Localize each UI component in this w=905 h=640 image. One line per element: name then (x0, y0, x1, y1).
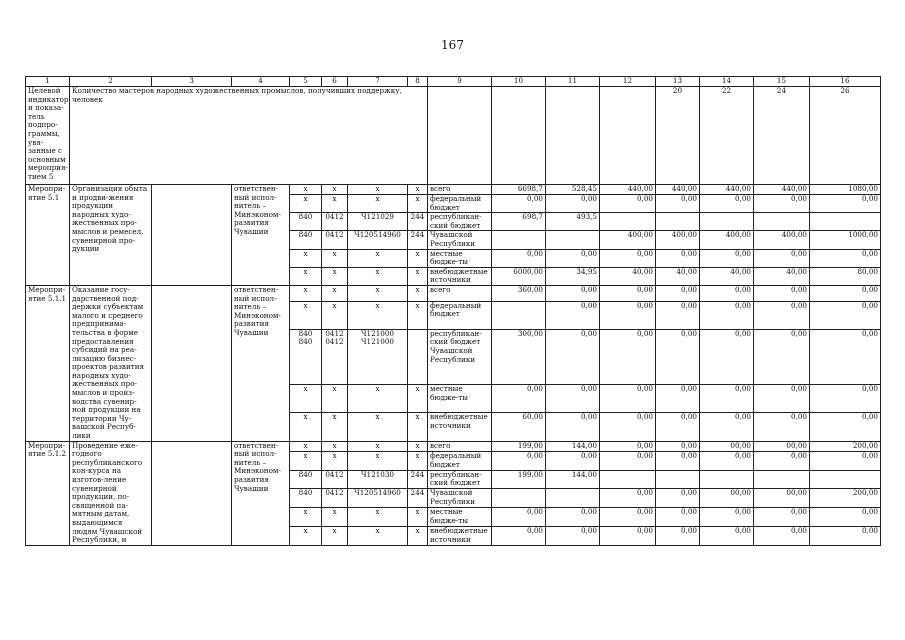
amount-cell: 0,00 (546, 195, 600, 213)
amount-cell: 0,00 (600, 285, 656, 301)
header-row (26, 77, 881, 87)
amount-cell (656, 470, 700, 489)
col-header: 5 (290, 77, 322, 87)
target-article-code: x (348, 267, 408, 285)
amount-cell: 0,00 (700, 413, 754, 441)
table-row (26, 441, 881, 451)
funding-source: внебюджетные источники (428, 526, 492, 545)
amount-cell (492, 301, 546, 329)
amount-cell: 0,00 (492, 526, 546, 545)
amount-cell: 0,00 (600, 489, 656, 508)
empty-cell (152, 441, 232, 545)
amount-cell: 0,00 (810, 285, 881, 301)
table-row (26, 185, 881, 195)
amount-cell: 493,5 (546, 213, 600, 231)
amount-cell: 0,00 (656, 489, 700, 508)
amount-cell: 0,00 (700, 329, 754, 384)
target-article-code: x (348, 526, 408, 545)
amount-cell: 0,00 (600, 451, 656, 470)
expense-type-code: x (408, 441, 428, 451)
amount-cell: 360,00 (492, 285, 546, 301)
amount-cell: 0,00 (546, 526, 600, 545)
section-code: x (322, 195, 348, 213)
amount-cell: 0,00 (656, 249, 700, 267)
expense-type-code: x (408, 285, 428, 301)
amount-cell: 0,00 (546, 413, 600, 441)
amount-cell: 34,95 (546, 267, 600, 285)
amount-cell (546, 231, 600, 249)
funding-source: внебюджетные источники (428, 267, 492, 285)
expense-type-code: x (408, 384, 428, 412)
col-header: 8 (408, 77, 428, 87)
amount-cell: 0,00 (546, 384, 600, 412)
measure-description: Оказание госу-дарственной под-держки субъектам малого и среднего предпринима-тельства в форме предоставления субсидий на реа-лизацию бизнес-проектов развития народных худо-жественных про-мыслов и произ-водства сувенир-ной продукции на территории Чу-вашской Респуб-лики (70, 285, 152, 441)
amount-cell: 0,00 (810, 451, 881, 470)
grbs-code: x (290, 301, 322, 329)
section-code: x (322, 451, 348, 470)
amount-cell (546, 489, 600, 508)
col-header: 2 (70, 77, 152, 87)
col-header: 16 (810, 77, 881, 87)
funding-source: республикан-ский бюджет Чувашской Республики (428, 329, 492, 384)
section-code: x (322, 508, 348, 527)
measure-label: Меропри-ятие 5.1 (26, 185, 70, 286)
amount-cell: 200,00 (810, 441, 881, 451)
funding-source: Чувашской Республики (428, 489, 492, 508)
expense-type-code: x (408, 508, 428, 527)
amount-cell (754, 213, 810, 231)
section-code: x (322, 526, 348, 545)
expense-type-code (408, 329, 428, 384)
col-header: 13 (656, 77, 700, 87)
amount-cell: 0,00 (700, 249, 754, 267)
target-article-code: x (348, 451, 408, 470)
expense-type-code: x (408, 301, 428, 329)
amount-cell: 6000,00 (492, 267, 546, 285)
amount-cell: 698,7 (492, 213, 546, 231)
funding-source: Чувашской Республики (428, 231, 492, 249)
amount-cell (810, 470, 881, 489)
amount-cell: 40,00 (600, 267, 656, 285)
grbs-code: x (290, 195, 322, 213)
measure-description: Проведение еже-годного республиканского кон-курса на изготов-ление сувенирной продукции, по-священной па-мятным датам, выдающимся людям Чувашской Республики, и (70, 441, 152, 545)
grbs-code: 840 (290, 231, 322, 249)
expense-type-code: x (408, 185, 428, 195)
amount-cell: 400,00 (754, 231, 810, 249)
amount-cell: 80,00 (810, 267, 881, 285)
expense-type-code: x (408, 267, 428, 285)
col-header: 14 (700, 77, 754, 87)
amount-cell: 440,00 (754, 185, 810, 195)
amount-cell: 400,00 (656, 231, 700, 249)
col-header: 11 (546, 77, 600, 87)
responsible-executor: ответствен-ный испол-нитель – Минэконом-развития Чувашии (232, 185, 290, 286)
amount-cell: 0,00 (600, 384, 656, 412)
funding-source: всего (428, 441, 492, 451)
grbs-code: x (290, 451, 322, 470)
funding-source: республикан-ский бюджет (428, 213, 492, 231)
amount-cell: 0,00 (700, 195, 754, 213)
grbs-code: x (290, 384, 322, 412)
funding-source: всего (428, 185, 492, 195)
amount-cell (700, 470, 754, 489)
amount-cell: 0,00 (656, 413, 700, 441)
amount-cell: 0,00 (600, 526, 656, 545)
target-article-code: x (348, 301, 408, 329)
amount-cell: 0,00 (546, 249, 600, 267)
col-header: 12 (600, 77, 656, 87)
indicator-value: 24 (754, 87, 810, 185)
grbs-code: x (290, 267, 322, 285)
expense-type-code: x (408, 451, 428, 470)
amount-cell (656, 213, 700, 231)
amount-cell: 0,00 (754, 413, 810, 441)
section-code: 0412 (322, 470, 348, 489)
target-article-code: Ч120514960 (348, 489, 408, 508)
amount-cell: 0,00 (656, 441, 700, 451)
funding-source: местные бюдже-ты (428, 249, 492, 267)
amount-cell: 1080,00 (810, 185, 881, 195)
amount-cell: 400,00 (700, 231, 754, 249)
amount-cell: 0,00 (810, 329, 881, 384)
section-code: x (322, 267, 348, 285)
grbs-code: x (290, 185, 322, 195)
amount-cell: 0,00 (656, 195, 700, 213)
section-code: x (322, 301, 348, 329)
amount-cell: 0,00 (754, 526, 810, 545)
amount-cell: 0,00 (810, 384, 881, 412)
amount-cell: 0,00 (700, 301, 754, 329)
section-code: 0412 (322, 213, 348, 231)
section-code: x (322, 441, 348, 451)
amount-cell: 199,00 (492, 470, 546, 489)
target-article-code: x (348, 413, 408, 441)
target-article-code: x (348, 285, 408, 301)
amount-cell: 0,00 (700, 508, 754, 527)
grbs-code: x (290, 508, 322, 527)
amount-cell: 144,00 (546, 441, 600, 451)
target-article-code: x (348, 384, 408, 412)
amount-cell: 0,00 (754, 451, 810, 470)
amount-cell (492, 231, 546, 249)
amount-cell: 0,00 (600, 249, 656, 267)
amount-cell: 0,00 (656, 329, 700, 384)
program-table (25, 76, 881, 546)
amount-cell: 0,00 (754, 508, 810, 527)
amount-cell: 0,00 (810, 413, 881, 441)
amount-cell (492, 489, 546, 508)
grbs-code: x (290, 526, 322, 545)
col-header: 7 (348, 77, 408, 87)
empty-cell (600, 87, 656, 185)
amount-cell: 400,00 (600, 231, 656, 249)
amount-cell: 0,00 (700, 285, 754, 301)
indicator-text: Количество мастеров народных художественных промыслов, получивших поддержку, человек (70, 87, 428, 185)
target-article-code: Ч120514960 (348, 231, 408, 249)
amount-cell: 60,00 (492, 413, 546, 441)
col-header: 6 (322, 77, 348, 87)
amount-cell: 199,00 (492, 441, 546, 451)
amount-cell: 0,00 (600, 441, 656, 451)
funding-source: федеральный бюджет (428, 301, 492, 329)
expense-type-code: x (408, 526, 428, 545)
amount-cell: 0,00 (492, 249, 546, 267)
grbs-code: x (290, 413, 322, 441)
responsible-executor: ответствен-ный испол-нитель – Минэконом-развития Чувашии (232, 441, 290, 545)
grbs-code: 840 (290, 470, 322, 489)
amount-cell: 440,00 (656, 185, 700, 195)
col-header: 9 (428, 77, 492, 87)
expense-type-code: x (408, 413, 428, 441)
col-header: 1 (26, 77, 70, 87)
target-article-code: Ч121029 (348, 213, 408, 231)
amount-cell: 0,00 (754, 195, 810, 213)
amount-cell: 0,00 (600, 301, 656, 329)
expense-type-code: 244 (408, 231, 428, 249)
empty-cell (152, 185, 232, 286)
funding-source: федеральный бюджет (428, 451, 492, 470)
amount-cell (600, 213, 656, 231)
grbs-code: 840 (290, 489, 322, 508)
indicator-value: 22 (700, 87, 754, 185)
measure-label: Меропри-ятие 5.1.1 (26, 285, 70, 441)
amount-cell: 0,00 (656, 526, 700, 545)
target-article-code: x (348, 195, 408, 213)
amount-cell: 0,00 (546, 301, 600, 329)
amount-cell: 0,00 (700, 384, 754, 412)
grbs-code: x (290, 285, 322, 301)
funding-source: местные бюдже-ты (428, 384, 492, 412)
funding-source: местные бюдже-ты (428, 508, 492, 527)
expense-type-code: 244 (408, 213, 428, 231)
amount-cell: 0,00 (600, 413, 656, 441)
section-code: x (322, 185, 348, 195)
col-header: 10 (492, 77, 546, 87)
amount-cell: 0,00 (546, 508, 600, 527)
section-code: x (322, 249, 348, 267)
target-article-code: x (348, 441, 408, 451)
expense-type-code: x (408, 249, 428, 267)
target-article-code: x (348, 508, 408, 527)
table-row (26, 285, 881, 301)
amount-cell: 40,00 (656, 267, 700, 285)
amount-cell: 0,00 (810, 249, 881, 267)
expense-type-code: 244 (408, 470, 428, 489)
section-code: 0412 (322, 231, 348, 249)
amount-cell: 0,00 (600, 508, 656, 527)
amount-cell: 0,00 (656, 301, 700, 329)
funding-source: внебюджетные источники (428, 413, 492, 441)
section-code: 0412 (322, 489, 348, 508)
amount-cell (600, 470, 656, 489)
amount-cell: 0,00 (546, 451, 600, 470)
responsible-executor: ответствен-ный испол-нитель – Минэконом-развития Чувашии (232, 285, 290, 441)
amount-cell: 0,00 (546, 329, 600, 384)
amount-cell (700, 213, 754, 231)
section-code: x (322, 285, 348, 301)
amount-cell: 00,00 (700, 441, 754, 451)
grbs-code: x (290, 249, 322, 267)
amount-cell (810, 213, 881, 231)
target-article-code: x (348, 185, 408, 195)
amount-cell: 1000,00 (810, 231, 881, 249)
target-article-code: Ч121000 Ч121000 (348, 329, 408, 384)
indicator-row (26, 87, 881, 185)
amount-cell: 0,00 (546, 285, 600, 301)
amount-cell: 144,00 (546, 470, 600, 489)
target-article-code: x (348, 249, 408, 267)
amount-cell: 0,00 (810, 301, 881, 329)
amount-cell: 0,00 (754, 329, 810, 384)
expense-type-code: 244 (408, 489, 428, 508)
amount-cell: 0,00 (700, 451, 754, 470)
amount-cell: 40,00 (754, 267, 810, 285)
expense-type-code: x (408, 195, 428, 213)
section-code: x (322, 384, 348, 412)
amount-cell: 6698,7 (492, 185, 546, 195)
amount-cell: 0,00 (492, 384, 546, 412)
amount-cell: 0,00 (492, 451, 546, 470)
funding-source: республикан-ский бюджет (428, 470, 492, 489)
page-number: 167 (441, 38, 464, 52)
amount-cell: 0,00 (656, 451, 700, 470)
amount-cell: 440,00 (700, 185, 754, 195)
amount-cell: 0,00 (656, 384, 700, 412)
amount-cell: 0,00 (810, 526, 881, 545)
col-header: 3 (152, 77, 232, 87)
amount-cell: 200,00 (810, 489, 881, 508)
amount-cell: 0,00 (754, 249, 810, 267)
amount-cell: 0,00 (656, 285, 700, 301)
indicator-value: 20 (656, 87, 700, 185)
amount-cell: 0,00 (492, 195, 546, 213)
amount-cell: 0,00 (700, 526, 754, 545)
measure-label: Меропри-ятие 5.1.2 (26, 441, 70, 545)
amount-cell: 440,00 (600, 185, 656, 195)
grbs-code: x (290, 441, 322, 451)
amount-cell: 0,00 (754, 301, 810, 329)
section-code: x (322, 413, 348, 441)
indicator-value: 26 (810, 87, 881, 185)
amount-cell: 0,00 (656, 508, 700, 527)
target-article-code: Ч121030 (348, 470, 408, 489)
funding-source: федеральный бюджет (428, 195, 492, 213)
grbs-code: 840 (290, 213, 322, 231)
grbs-code: 840 840 (290, 329, 322, 384)
empty-cell (152, 285, 232, 441)
amount-cell: 00,00 (754, 489, 810, 508)
col-header: 4 (232, 77, 290, 87)
amount-cell: 0,00 (600, 329, 656, 384)
amount-cell: 0,00 (810, 508, 881, 527)
amount-cell: 0,00 (754, 285, 810, 301)
amount-cell: 00,00 (754, 441, 810, 451)
section-code: 0412 0412 (322, 329, 348, 384)
amount-cell (754, 470, 810, 489)
amount-cell: 0,00 (600, 195, 656, 213)
measure-description: Организация обыта и продви-жения продукции народных худо-жественных про-мыслов и ремесел, сувенирной про-дукции (70, 185, 152, 286)
col-header: 15 (754, 77, 810, 87)
amount-cell: 0,00 (810, 195, 881, 213)
amount-cell: 0,00 (492, 508, 546, 527)
funding-source: всего (428, 285, 492, 301)
empty-cell (546, 87, 600, 185)
amount-cell: 300,00 (492, 329, 546, 384)
amount-cell: 0,00 (754, 384, 810, 412)
amount-cell: 40,00 (700, 267, 754, 285)
indicator-label: Целевой индикатор и показа-тель подпро-граммы, увя-занные с основным мероприя-тием 5 (26, 87, 70, 185)
empty-cell (492, 87, 546, 185)
amount-cell: 528,45 (546, 185, 600, 195)
empty-cell (428, 87, 492, 185)
amount-cell: 00,00 (700, 489, 754, 508)
